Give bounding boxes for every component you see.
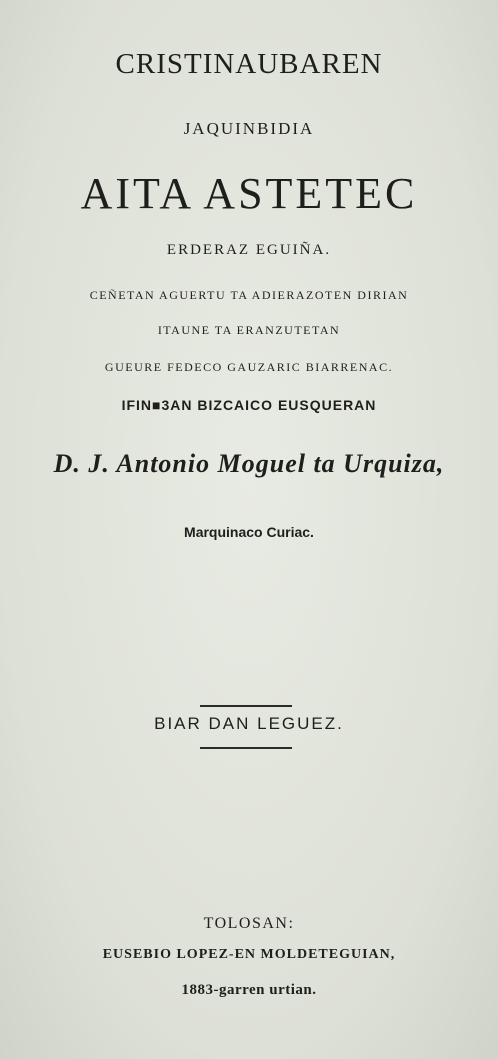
main-title: AITA ASTETEC xyxy=(80,169,418,218)
imprint-place: TOLOSAN: xyxy=(203,915,295,932)
subtitle-line-4: IFIN■3AN BIZCAICO EUSQUERAN xyxy=(121,397,377,413)
title-line-4: ERDERAZ EGUIÑA. xyxy=(166,242,332,258)
title-line-1: CRISTINAUBAREN xyxy=(115,48,383,80)
author-role: Marquinaco Curiac. xyxy=(184,524,314,540)
divider-bottom xyxy=(200,747,292,749)
imprint-printer: EUSEBIO LOPEZ-EN MOLDETEGUIAN, xyxy=(102,947,396,962)
subtitle-line-1: CEÑETAN AGUERTU TA ADIERAZOTEN DIRIAN xyxy=(89,288,409,302)
imprint-year: 1883-garren urtian. xyxy=(181,982,317,998)
divider-top xyxy=(200,705,292,707)
subtitle-line-3: GUEURE FEDECO GAUZARIC BIARRENAC. xyxy=(104,360,394,374)
author-name: D. J. Antonio Moguel ta Urquiza, xyxy=(53,449,445,478)
subtitle-line-2: ITAUNE TA ERANZUTETAN xyxy=(157,323,341,337)
motto: BIAR DAN LEGUEZ. xyxy=(154,714,344,733)
title-line-2: JAQUINBIDIA xyxy=(183,119,315,138)
